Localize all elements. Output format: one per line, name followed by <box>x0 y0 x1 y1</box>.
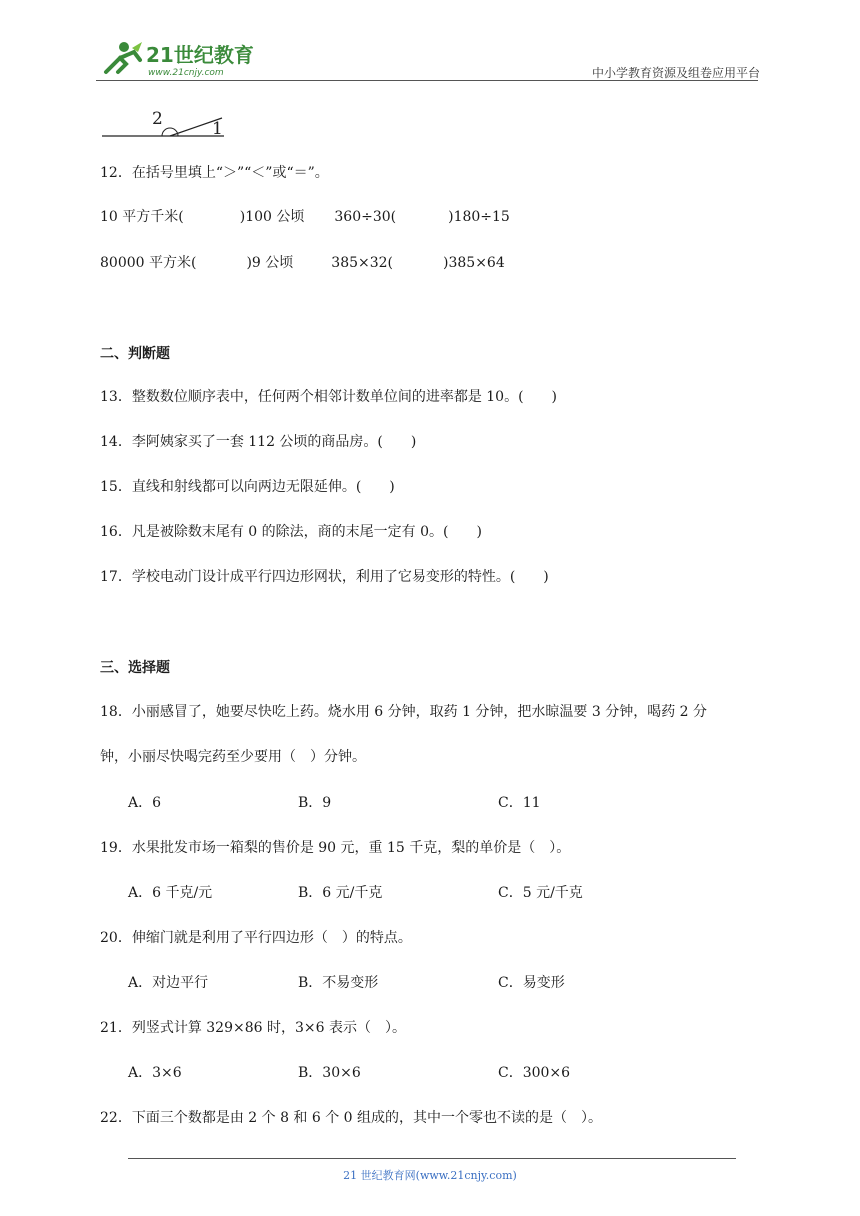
site-logo <box>96 38 261 80</box>
question-12-row-2 <box>100 252 505 272</box>
compare-left-4: 385×32( <box>331 255 394 271</box>
section-choice-title: 三、选择题 <box>100 660 170 676</box>
question-21-stem: 21．列竖式计算 329×86 时，3×6 表示（ ）。 <box>100 1020 406 1036</box>
angle-label-2: 2 <box>152 109 163 129</box>
compare-left-3: 80000 平方米( <box>100 255 197 271</box>
compare-right-4: )385×64 <box>443 255 505 271</box>
judge-item: 14．李阿姨家买了一套 112 公顷的商品房。( ) <box>100 434 417 450</box>
option-a[interactable]: A．6 <box>128 795 162 811</box>
question-18-stem-line-2: 钟，小丽尽快喝完药至少要用（ ）分钟。 <box>100 749 366 765</box>
option-a[interactable]: A．3×6 <box>128 1065 182 1081</box>
question-19-stem: 19．水果批发市场一箱梨的售价是 90 元，重 15 千克，梨的单价是（ ）。 <box>100 840 571 856</box>
option-c[interactable]: C．5 元/千克 <box>498 885 583 901</box>
platform-name: 中小学教育资源及组卷应用平台 <box>591 66 760 80</box>
judge-item: 17．学校电动门设计成平行四边形网状，利用了它易变形的特性。( ) <box>100 569 549 585</box>
section-judge-title: 二、判断题 <box>100 346 170 362</box>
question-22-stem: 22．下面三个数都是由 2 个 8 和 6 个 0 组成的，其中一个零也不读的是（ ）。 <box>100 1110 603 1126</box>
angle-label-1: 1 <box>212 119 223 139</box>
compare-right-2: )180÷15 <box>448 209 510 225</box>
judge-item: 16．凡是被除数末尾有 0 的除法，商的末尾一定有 0。( ) <box>100 524 482 540</box>
option-c[interactable]: C．300×6 <box>498 1065 571 1081</box>
header-divider <box>96 80 758 81</box>
option-c[interactable]: C．11 <box>498 795 541 811</box>
footer-text[interactable]: 21 世纪教育网(www.21cnjy.com) <box>343 1169 517 1182</box>
compare-right-1: )100 公顷 <box>239 209 305 225</box>
option-c[interactable]: C．易变形 <box>498 975 565 991</box>
option-b[interactable]: B．9 <box>298 795 332 811</box>
svg-text:21世纪教育: 21世纪教育 <box>146 43 254 67</box>
compare-left-1: 10 平方千米( <box>100 209 184 225</box>
compare-left-2: 360÷30( <box>334 209 397 225</box>
option-b[interactable]: B．6 元/千克 <box>298 885 383 901</box>
compare-right-3: )9 公顷 <box>246 255 294 271</box>
option-b[interactable]: B．30×6 <box>298 1065 361 1081</box>
option-a[interactable]: A．对边平行 <box>128 975 209 991</box>
svg-text:www.21cnjy.com: www.21cnjy.com <box>148 68 224 78</box>
footer-divider <box>128 1158 736 1159</box>
runner-logo-icon <box>96 38 261 80</box>
judge-item: 15．直线和射线都可以向两边无限延伸。( ) <box>100 479 395 495</box>
option-a[interactable]: A．6 千克/元 <box>128 885 213 901</box>
question-12-stem: 12．在括号里填上“＞”“＜”或“＝”。 <box>100 165 329 181</box>
judge-item: 13．整数数位顺序表中，任何两个相邻计数单位间的进率都是 10。( ) <box>100 389 558 405</box>
question-20-stem: 20．伸缩门就是利用了平行四边形（ ）的特点。 <box>100 930 412 946</box>
option-b[interactable]: B．不易变形 <box>298 975 379 991</box>
angle-figure <box>100 106 230 142</box>
question-12-row-1 <box>100 206 510 226</box>
question-18-stem-line-1: 18．小丽感冒了，她要尽快吃上药。烧水用 6 分钟，取药 1 分钟，把水晾温要 3 分钟，喝药 2 分 <box>100 704 708 720</box>
